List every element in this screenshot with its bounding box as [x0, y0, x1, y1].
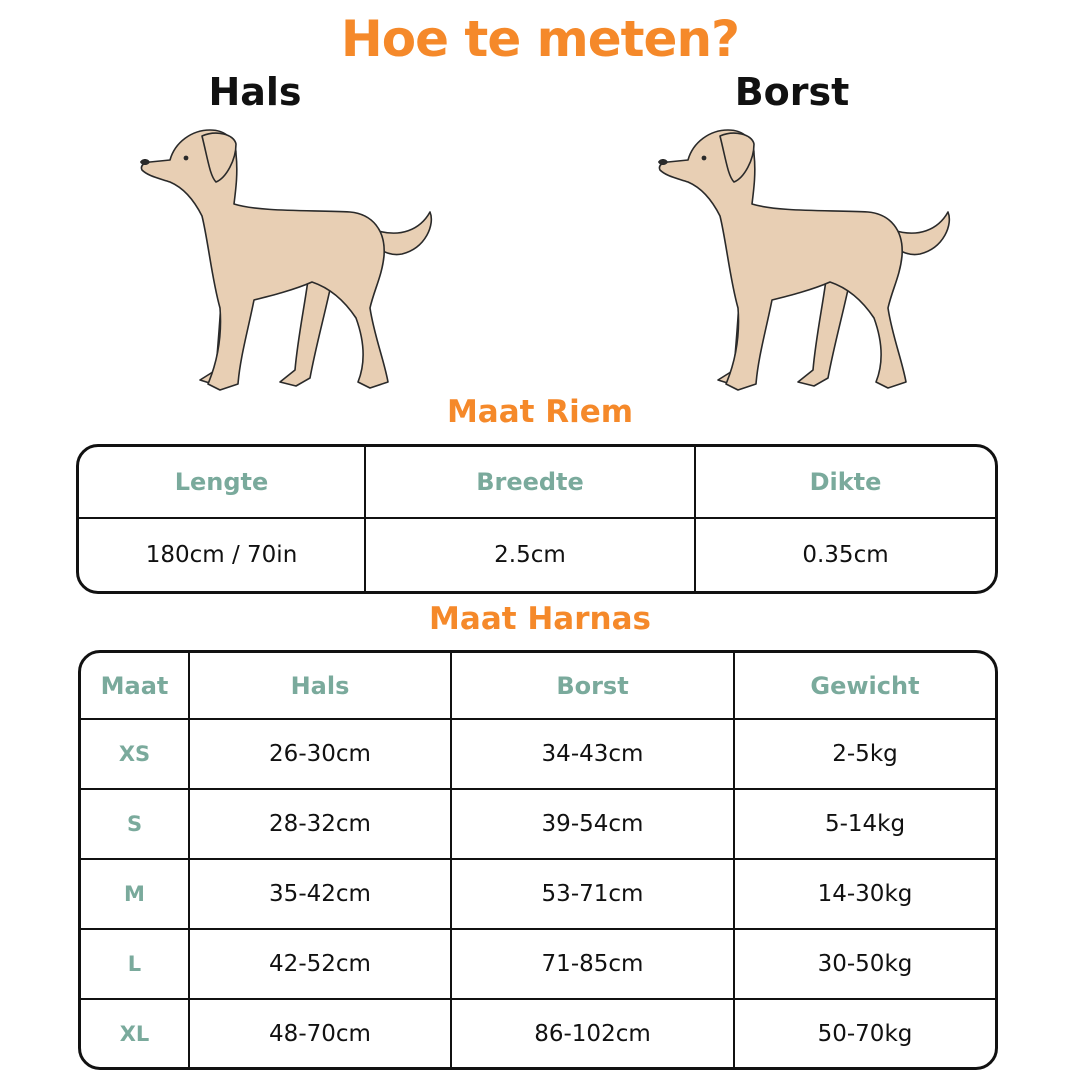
gewicht-cell: 50-70kg	[734, 999, 995, 1067]
hals-cell: 26-30cm	[189, 719, 451, 789]
hals-cell: 28-32cm	[189, 789, 451, 859]
harnas-table	[78, 650, 998, 1070]
riem-header-dikte: Dikte	[695, 447, 995, 518]
table-row	[81, 719, 995, 789]
borst-cell: 39-54cm	[451, 789, 734, 859]
page-title: Hoe te meten?	[340, 10, 740, 68]
hals-cell: 35-42cm	[189, 859, 451, 929]
harnas-header-hals: Hals	[189, 653, 451, 719]
size-cell: L	[81, 929, 189, 999]
riem-cell-dikte: 0.35cm	[695, 518, 995, 591]
riem-header-lengte: Lengte	[79, 447, 365, 518]
borst-cell: 34-43cm	[451, 719, 734, 789]
gewicht-cell: 5-14kg	[734, 789, 995, 859]
riem-table	[76, 444, 998, 594]
table-row	[81, 859, 995, 929]
borst-cell: 86-102cm	[451, 999, 734, 1067]
table-row	[81, 789, 995, 859]
riem-header-breedte: Breedte	[365, 447, 695, 518]
harnas-header-gewicht: Gewicht	[734, 653, 995, 719]
riem-section-title: Maat Riem	[446, 394, 634, 430]
dog-illustration-icon	[130, 120, 450, 400]
dog-label-borst: Borst	[734, 70, 850, 114]
gewicht-cell: 2-5kg	[734, 719, 995, 789]
harnas-section-title: Maat Harnas	[429, 601, 651, 637]
hals-cell: 42-52cm	[189, 929, 451, 999]
riem-cell-breedte: 2.5cm	[365, 518, 695, 591]
gewicht-cell: 30-50kg	[734, 929, 995, 999]
hals-cell: 48-70cm	[189, 999, 451, 1067]
riem-cell-lengte: 180cm / 70in	[79, 518, 365, 591]
dog-illustration-icon	[648, 120, 968, 400]
size-cell: S	[81, 789, 189, 859]
harnas-header-borst: Borst	[451, 653, 734, 719]
table-row	[81, 999, 995, 1067]
table-row	[81, 929, 995, 999]
size-cell: XL	[81, 999, 189, 1067]
size-cell: M	[81, 859, 189, 929]
dog-label-hals: Hals	[208, 70, 302, 114]
borst-cell: 71-85cm	[451, 929, 734, 999]
gewicht-cell: 14-30kg	[734, 859, 995, 929]
harnas-header-maat: Maat	[81, 653, 189, 719]
size-cell: XS	[81, 719, 189, 789]
borst-cell: 53-71cm	[451, 859, 734, 929]
